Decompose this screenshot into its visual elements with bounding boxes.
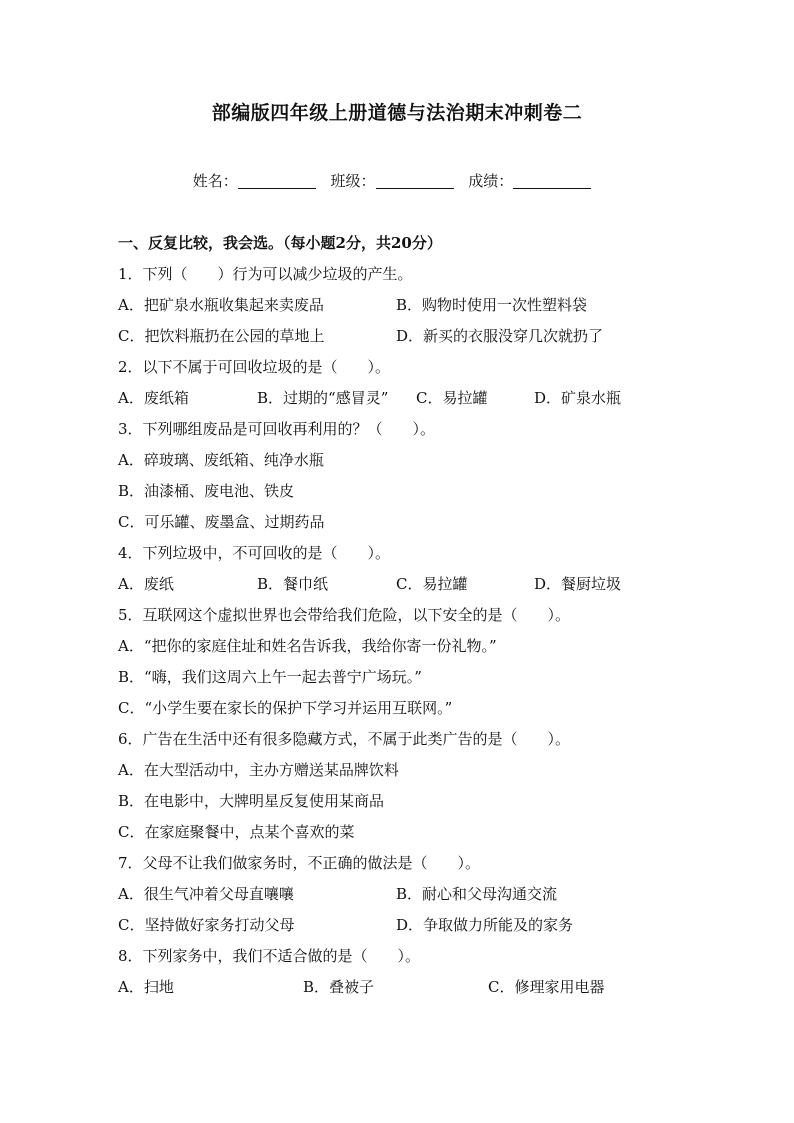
question-6-option-a[interactable]: A．在大型活动中，主办方赠送某品牌饮料 [118,761,399,779]
question-1-options-row-1 [118,293,678,324]
question-7-options-row-1 [118,882,678,913]
question-7-option-b[interactable]: B．耐心和父母沟通交流 [396,885,558,903]
question-8-stem: 8．下列家务中，我们不适合做的是（ ）。 [118,947,421,965]
question-4-option-b[interactable]: B．餐巾纸 [257,575,329,593]
question-3-stem: 3．下列哪组废品是可回收再利用的？（ ）。 [118,420,436,438]
question-7-option-a[interactable]: A．很生气冲着父母直嚷嚷 [118,885,294,903]
class-label: 班级： [330,172,376,190]
question-2-options-row [118,386,678,417]
question-8-options-row [118,975,678,1006]
question-8-option-b[interactable]: B．叠被子 [303,978,375,996]
question-4-stem: 4．下列垃圾中，不可回收的是（ ）。 [118,544,391,562]
question-3-option-a[interactable]: A．碎玻璃、废纸箱、纯净水瓶 [118,451,324,469]
name-label: 姓名： [192,172,238,190]
question-2-option-a[interactable]: A．废纸箱 [118,389,189,407]
question-6-option-b[interactable]: B．在电影中，大牌明星反复使用某商品 [118,792,385,810]
question-8-option-c[interactable]: C．修理家用电器 [488,978,605,996]
question-1-option-b[interactable]: B．购物时使用一次性塑料袋 [396,296,588,314]
question-5-option-c[interactable]: C．“小学生要在家长的保护下学习并运用互联网。” [118,699,453,717]
question-list [118,231,678,1006]
question-7-option-c[interactable]: C．坚持做好家务打动父母 [118,916,295,934]
question-7-stem: 7．父母不让我们做家务时，不正确的做法是（ ）。 [118,854,481,872]
question-2-option-b[interactable]: B．过期的“感冒灵” [257,389,389,407]
question-1-option-a[interactable]: A．把矿泉水瓶收集起来卖废品 [118,296,324,314]
question-1-options-row-2 [118,324,678,355]
question-4-option-c[interactable]: C．易拉罐 [396,575,468,593]
question-2-stem: 2．以下不属于可回收垃圾的是（ ）。 [118,358,391,376]
question-3-option-b[interactable]: B．油漆桶、废电池、铁皮 [118,482,295,500]
question-7-options-row-2 [118,913,678,944]
question-4-option-a[interactable]: A．废纸 [118,575,174,593]
question-1-option-d[interactable]: D．新买的衣服没穿几次就扔了 [396,327,604,345]
question-5-stem: 5．互联网这个虚拟世界也会带给我们危险，以下安全的是（ ）。 [118,606,571,624]
score-blank[interactable] [513,172,591,189]
question-5-option-a[interactable]: A．“把你的家庭住址和姓名告诉我，我给你寄一份礼物。” [118,637,497,655]
question-4-options-row [118,572,678,603]
question-1-stem: 1．下列（ ）行为可以减少垃圾的产生。 [118,265,413,283]
score-label: 成绩： [468,172,514,190]
question-1-option-c[interactable]: C．把饮料瓶扔在公园的草地上 [118,327,325,345]
question-6-stem: 6．广告在生活中还有很多隐藏方式，不属于此类广告的是（ ）。 [118,730,571,748]
question-2-option-c[interactable]: C．易拉罐 [416,389,488,407]
question-3-option-c[interactable]: C．可乐罐、废墨盒、过期药品 [118,513,325,531]
class-blank[interactable] [376,172,454,189]
question-6-option-c[interactable]: C．在家庭聚餐中，点某个喜欢的菜 [118,823,355,841]
section-heading: 一、反复比较，我会选。（每小题2分，共20分） [118,234,442,252]
question-5-option-b[interactable]: B．“嗨，我们这周六上午一起去普宁广场玩。” [118,668,422,686]
page-title: 部编版四年级上册道德与法治期末冲刺卷二 [211,102,583,124]
question-4-option-d[interactable]: D．餐厨垃圾 [534,575,622,593]
question-7-option-d[interactable]: D．争取做力所能及的家务 [396,916,574,934]
question-8-option-a[interactable]: A．扫地 [118,978,174,996]
student-info-row [0,170,794,191]
name-blank[interactable] [238,172,316,189]
question-2-option-d[interactable]: D．矿泉水瓶 [534,389,622,407]
